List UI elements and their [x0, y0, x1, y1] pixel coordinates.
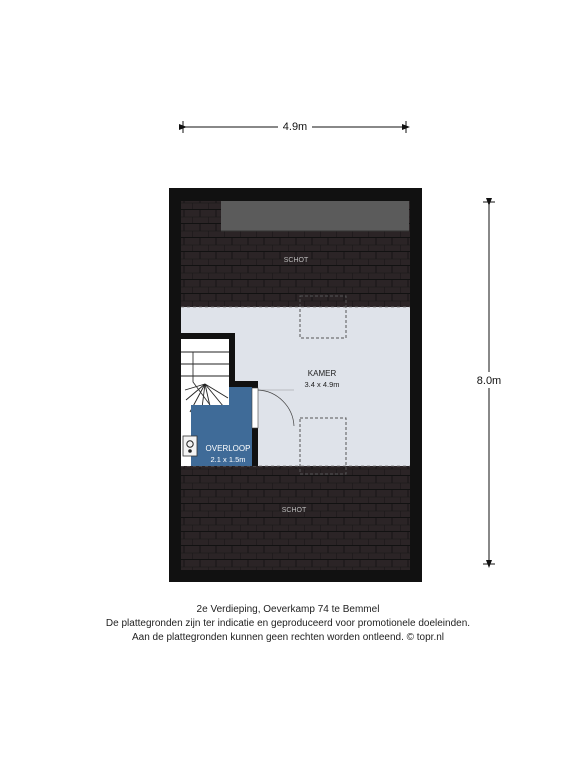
schot-top-label: SCHOT	[283, 257, 309, 264]
overloop-label: OVERLOOP	[205, 444, 251, 453]
roof-bottom	[181, 466, 410, 570]
caption-title: 2e Verdieping, Oeverkamp 74 te Bemmel	[196, 604, 380, 615]
height-dimension	[476, 202, 502, 564]
kamer-size: 3.4 x 4.9m	[304, 380, 340, 389]
caption-disclaimer-2: Aan de plattegronden kunnen geen rechten worden ontleend. © topr.nl	[131, 632, 445, 643]
height-label: 8.0m	[476, 375, 502, 387]
width-label: 4.9m	[282, 121, 308, 133]
caption-disclaimer-1: De plattegronden zijn ter indicatie en geproduceerd voor promotionele doeleinden.	[105, 618, 471, 629]
kamer-label: KAMER	[307, 369, 337, 378]
width-dimension	[183, 118, 406, 134]
staircase-upper	[181, 339, 229, 381]
overloop-size: 2.1 x 1.5m	[210, 455, 246, 464]
dormer-panel	[221, 201, 409, 231]
schot-bottom-label: SCHOT	[281, 507, 307, 514]
boiler-icon	[183, 436, 197, 456]
